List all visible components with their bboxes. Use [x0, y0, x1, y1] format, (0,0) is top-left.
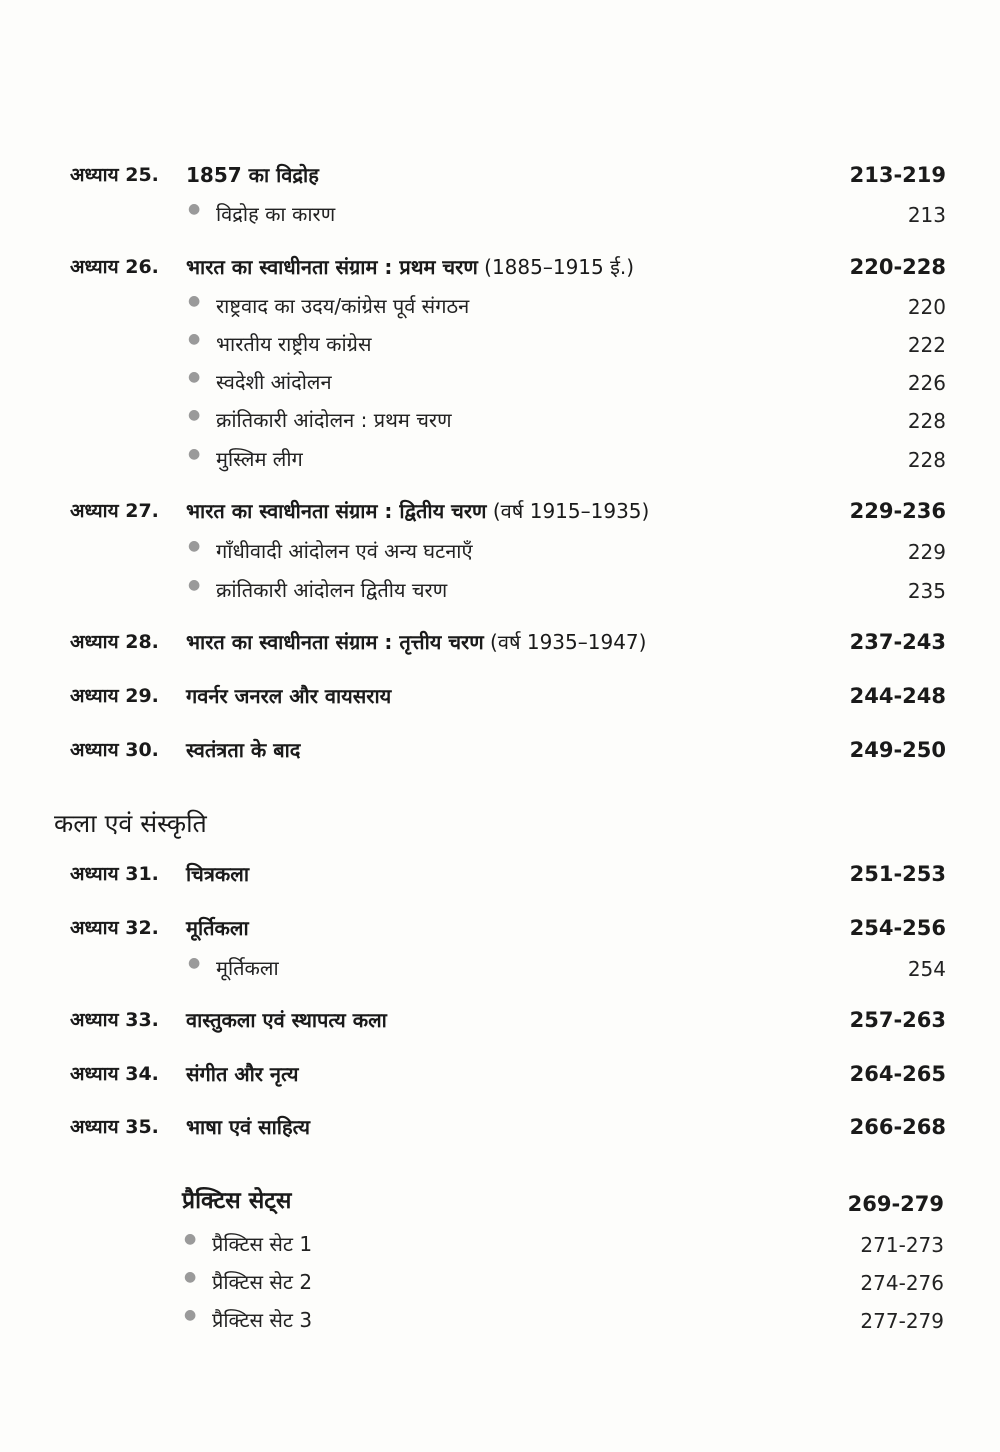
chapter-number: अध्याय 34. — [70, 1063, 159, 1085]
chapter-row[interactable] — [0, 1113, 1000, 1149]
chapter-pages: 229-236 — [849, 499, 946, 523]
subtopic-row[interactable] — [0, 445, 1000, 481]
subtopic-title: स्वदेशी आंदोलन — [216, 370, 332, 394]
chapter-title: संगीत और नृत्य — [186, 1062, 299, 1086]
chapter-row[interactable] — [0, 914, 1000, 950]
subtopic-title: विद्रोह का कारण — [216, 202, 336, 226]
chapter-title: गवर्नर जनरल और वायसराय — [186, 684, 392, 708]
bullet-icon: ● — [188, 201, 201, 217]
practice-set-row[interactable] — [0, 1268, 1000, 1304]
chapter-number: अध्याय 35. — [70, 1116, 159, 1138]
practice-set-pages: 271-273 — [860, 1233, 944, 1257]
bullet-icon: ● — [188, 955, 201, 971]
chapter-title: भारत का स्वाधीनता संग्राम : द्वितीय चरण (वर्ष 1915–1935) — [186, 499, 650, 523]
chapter-row[interactable] — [0, 497, 1000, 533]
subtopic-row[interactable] — [0, 200, 1000, 236]
chapter-pages: 264-265 — [849, 1062, 946, 1086]
bullet-icon: ● — [184, 1307, 197, 1323]
chapter-row[interactable] — [0, 1060, 1000, 1096]
chapter-number: अध्याय 26. — [70, 256, 159, 278]
practice-sets-pages: 269-279 — [847, 1192, 944, 1216]
chapter-title: वास्तुकला एवं स्थापत्य कला — [186, 1008, 387, 1032]
practice-set-title: प्रैक्टिस सेट 1 — [212, 1232, 313, 1256]
bullet-icon: ● — [188, 538, 201, 554]
subtopic-pages: 213 — [907, 203, 946, 227]
bullet-icon: ● — [188, 293, 201, 309]
subtopic-title: मुस्लिम लीग — [216, 447, 303, 471]
chapter-pages: 237-243 — [849, 630, 946, 654]
subtopic-title: क्रांतिकारी आंदोलन : प्रथम चरण — [216, 408, 452, 432]
chapter-title: भारत का स्वाधीनता संग्राम : तृत्तीय चरण (वर्ष 1935–1947) — [186, 630, 647, 654]
bullet-icon: ● — [184, 1269, 197, 1285]
subtopic-pages: 226 — [907, 371, 946, 395]
bullet-icon: ● — [188, 331, 201, 347]
chapter-pages: 251-253 — [849, 862, 946, 886]
subtopic-pages: 229 — [907, 540, 946, 564]
chapter-title: मूर्तिकला — [186, 916, 249, 940]
chapter-row[interactable] — [0, 161, 1000, 197]
subtopic-row[interactable] — [0, 537, 1000, 573]
practice-set-title: प्रैक्टिस सेट 2 — [212, 1270, 313, 1294]
chapter-row[interactable] — [0, 682, 1000, 718]
subtopic-title: गाँधीवादी आंदोलन एवं अन्य घटनाएँ — [216, 539, 473, 563]
chapter-row[interactable] — [0, 1006, 1000, 1042]
chapter-number: अध्याय 32. — [70, 917, 159, 939]
subtopic-row[interactable] — [0, 330, 1000, 366]
chapter-row[interactable] — [0, 860, 1000, 896]
chapter-row[interactable] — [0, 253, 1000, 289]
subtopic-title: मूर्तिकला — [216, 956, 279, 980]
subtopic-pages: 254 — [907, 957, 946, 981]
chapter-title: भाषा एवं साहित्य — [186, 1115, 310, 1139]
subtopic-pages: 220 — [907, 295, 946, 319]
chapter-title: भारत का स्वाधीनता संग्राम : प्रथम चरण (1885–1915 ई.) — [186, 255, 635, 279]
chapter-title: 1857 का विद्रोह — [186, 163, 319, 187]
bullet-icon: ● — [184, 1231, 197, 1247]
chapter-pages: 220-228 — [849, 255, 946, 279]
practice-set-row[interactable] — [0, 1230, 1000, 1266]
section-heading: कला एवं संस्कृति — [54, 809, 207, 838]
bullet-icon: ● — [188, 407, 201, 423]
chapter-pages: 257-263 — [849, 1008, 946, 1032]
subtopic-title: भारतीय राष्ट्रीय कांग्रेस — [216, 332, 372, 356]
chapter-number: अध्याय 28. — [70, 631, 159, 653]
chapter-number: अध्याय 25. — [70, 164, 159, 186]
chapter-number: अध्याय 31. — [70, 863, 159, 885]
bullet-icon: ● — [188, 446, 201, 462]
practice-set-pages: 274-276 — [860, 1271, 944, 1295]
chapter-number: अध्याय 30. — [70, 739, 159, 761]
subtopic-title: राष्ट्रवाद का उदय/कांग्रेस पूर्व संगठन — [216, 294, 470, 318]
subtopic-pages: 228 — [907, 409, 946, 433]
subtopic-row[interactable] — [0, 954, 1000, 990]
subtopic-pages: 228 — [907, 448, 946, 472]
chapter-pages: 254-256 — [849, 916, 946, 940]
subtopic-row[interactable] — [0, 406, 1000, 442]
chapter-pages: 249-250 — [849, 738, 946, 762]
chapter-number: अध्याय 27. — [70, 500, 159, 522]
chapter-title: स्वतंत्रता के बाद — [186, 738, 301, 762]
subtopic-row[interactable] — [0, 368, 1000, 404]
subtopic-pages: 222 — [907, 333, 946, 357]
practice-sets-title[interactable]: प्रैक्टिस सेट्स — [182, 1188, 292, 1214]
chapter-number: अध्याय 33. — [70, 1009, 159, 1031]
chapter-pages: 244-248 — [849, 684, 946, 708]
chapter-row[interactable] — [0, 628, 1000, 664]
practice-set-pages: 277-279 — [860, 1309, 944, 1333]
chapter-pages: 213-219 — [849, 163, 946, 187]
chapter-number: अध्याय 29. — [70, 685, 159, 707]
practice-set-title: प्रैक्टिस सेट 3 — [212, 1308, 313, 1332]
chapter-row[interactable] — [0, 736, 1000, 772]
bullet-icon: ● — [188, 577, 201, 593]
practice-set-row[interactable] — [0, 1306, 1000, 1342]
subtopic-pages: 235 — [907, 579, 946, 603]
subtopic-title: क्रांतिकारी आंदोलन द्वितीय चरण — [216, 578, 448, 602]
chapter-pages: 266-268 — [849, 1115, 946, 1139]
subtopic-row[interactable] — [0, 576, 1000, 612]
bullet-icon: ● — [188, 369, 201, 385]
subtopic-row[interactable] — [0, 292, 1000, 328]
chapter-title: चित्रकला — [186, 862, 250, 886]
